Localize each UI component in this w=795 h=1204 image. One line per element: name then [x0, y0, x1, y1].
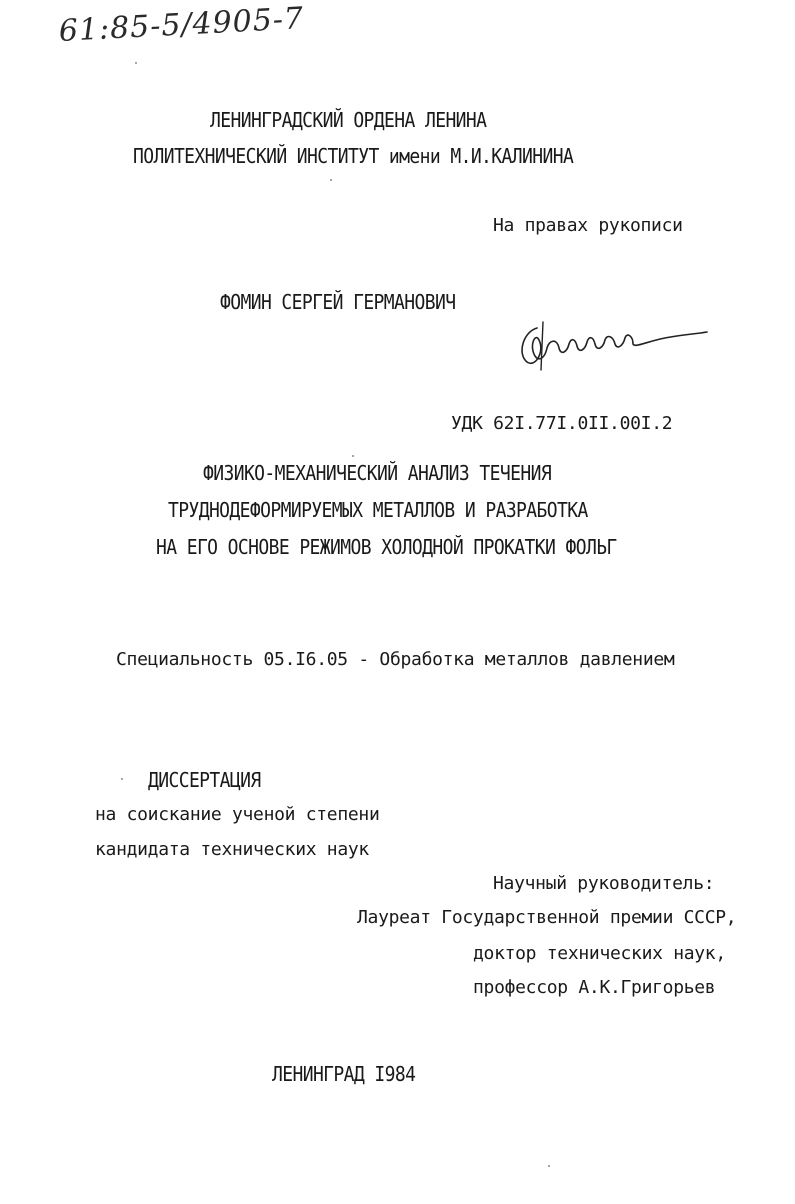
place-year: ЛЕНИНГРАД I984: [272, 1063, 416, 1087]
supervisor-line-2: доктор технических наук,: [473, 943, 726, 964]
supervisor-line-1: Лауреат Государственной премии СССР,: [357, 907, 737, 928]
title-line-2: ТРУДНОДЕФОРМИРУЕМЫХ МЕТАЛЛОВ И РАЗРАБОТКА: [168, 499, 588, 523]
supervisor-label: Научный руководитель:: [493, 873, 715, 894]
scan-speck: [352, 455, 354, 457]
dissertation-heading: ДИССЕРТАЦИЯ: [148, 769, 261, 793]
institution-line-2: ПОЛИТЕХНИЧЕСКИЙ ИНСТИТУТ имени М.И.КАЛИНИНА: [133, 145, 574, 169]
scan-speck: [330, 179, 332, 181]
dissertation-degree-line-1: на соискание ученой степени: [95, 804, 380, 825]
rights-note: На правах рукописи: [493, 215, 683, 236]
institution-line-1: ЛЕНИНГРАДСКИЙ ОРДЕНА ЛЕНИНА: [210, 109, 487, 133]
scan-speck: [548, 1165, 550, 1167]
dissertation-degree-line-2: кандидата технических наук: [95, 839, 369, 860]
scan-speck: [121, 778, 123, 780]
supervisor-line-3: профессор А.К.Григорьев: [473, 977, 716, 998]
scan-speck: [135, 62, 137, 64]
author-signature: [515, 318, 710, 378]
author-name: ФОМИН СЕРГЕЙ ГЕРМАНОВИЧ: [220, 291, 456, 315]
specialty: Специальность 05.I6.05 - Обработка металлов давлением: [116, 649, 675, 670]
title-line-1: ФИЗИКО-МЕХАНИЧЕСКИЙ АНАЛИЗ ТЕЧЕНИЯ: [203, 462, 552, 486]
archive-mark: 61:85-5/4905-7: [58, 1, 305, 49]
title-line-3: НА ЕГО ОСНОВЕ РЕЖИМОВ ХОЛОДНОЙ ПРОКАТКИ ФОЛЬГ: [156, 536, 617, 560]
udc-code: УДК 62I.77I.0II.00I.2: [451, 413, 673, 434]
